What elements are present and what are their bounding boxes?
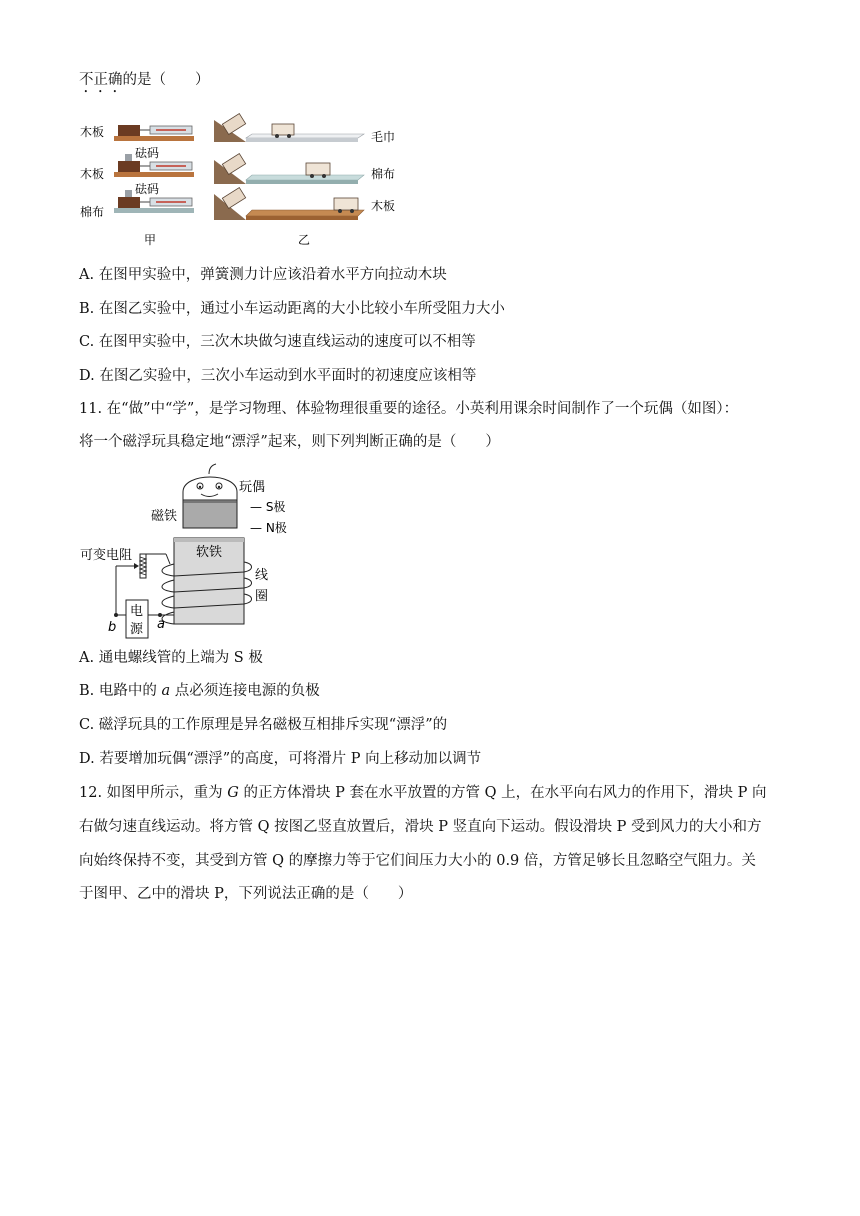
magnet bbox=[183, 500, 237, 528]
q10-stem-end: 的是（ ） bbox=[122, 72, 210, 88]
q12-line-2: 右做匀速直线运动。将方管 Q 按图乙竖直放置后，滑块 P 竖直向下运动。假设滑块 P 受到风力的大小和方 bbox=[79, 819, 762, 835]
q10-option-c: C. 在图甲实验中，三次木块做匀速直线运动的速度可以不相等 bbox=[79, 334, 476, 350]
q12-line-1-post: 的正方体滑块 P 套在水平放置的方管 Q 上，在水平向右风力的作用下，滑块 P 向 bbox=[238, 785, 767, 801]
q12-line-3: 向始终保持不变，其受到方管 Q 的摩擦力等于它们间压力大小的 0.9 倍，方管足够长且忽略空气阻力。关 bbox=[79, 853, 756, 869]
q10-option-a: A. 在图甲实验中，弹簧测力计应该沿着水平方向拉动木块 bbox=[79, 267, 447, 283]
yi-row-2-label: 棉布 bbox=[371, 167, 396, 181]
jia-row-1 bbox=[80, 124, 194, 141]
toy-doll bbox=[183, 464, 237, 500]
n-pole-label: — N极 bbox=[250, 521, 287, 535]
q12-line-1 bbox=[79, 783, 767, 803]
caption-yi: 乙 bbox=[298, 233, 311, 247]
q11-option-b-post: 点必须连接电源的负极 bbox=[170, 683, 320, 699]
q12-line-1-pre: 12. 如图甲所示，重为 bbox=[79, 785, 228, 801]
q11-option-b bbox=[79, 681, 320, 701]
toy-label: 玩偶 bbox=[239, 480, 266, 495]
q11-stem-line-2: 将一个磁浮玩具稳定地“漂浮”起来，则下列判断正确的是（ ） bbox=[79, 434, 500, 450]
coil-label-1: 线 bbox=[255, 568, 269, 583]
point-b-label: b bbox=[108, 620, 117, 635]
soft-iron-label: 软铁 bbox=[196, 545, 223, 560]
yi-row-2 bbox=[214, 154, 395, 184]
caption-jia: 甲 bbox=[144, 233, 157, 247]
jia-row-2-weight-label: 砝码 bbox=[135, 146, 160, 160]
power-source-label-2: 源 bbox=[130, 622, 144, 637]
yi-row-3 bbox=[214, 188, 395, 220]
q10-option-d: D. 在图乙实验中，三次小车运动到水平面时的初速度应该相等 bbox=[79, 368, 477, 384]
yi-row-1 bbox=[214, 114, 395, 144]
q11-figure bbox=[78, 460, 318, 640]
q11-option-b-pre: B. 电路中的 bbox=[79, 683, 162, 699]
jia-row-3 bbox=[80, 181, 194, 219]
point-b bbox=[114, 613, 118, 617]
q12-line-4: 于图甲、乙中的滑块 P，下列说法正确的是（ ） bbox=[79, 886, 413, 902]
q10-figure bbox=[78, 112, 408, 250]
q11-stem-line-1: 11. 在“做”中“学”，是学习物理、体验物理很重要的途径。小英利用课余时间制作了一个玩偶（如图）： bbox=[79, 401, 739, 417]
jia-row-2 bbox=[80, 145, 194, 181]
power-source-label-1: 电 bbox=[130, 604, 144, 619]
jia-row-1-label: 木板 bbox=[80, 125, 105, 139]
magnet-label: 磁铁 bbox=[151, 509, 178, 524]
point-a-label: a bbox=[157, 617, 165, 632]
yi-row-1-label: 毛巾 bbox=[371, 130, 396, 144]
jia-row-2-label: 木板 bbox=[80, 167, 105, 181]
variable-resistor-label: 可变电阻 bbox=[80, 548, 133, 563]
q10-option-b: B. 在图乙实验中，通过小车运动距离的大小比较小车所受阻力大小 bbox=[79, 301, 505, 317]
emphasis-text: 不正确 bbox=[79, 72, 123, 88]
q11-option-c: C. 磁浮玩具的工作原理是异名磁极互相排斥实现“漂浮”的 bbox=[79, 717, 448, 733]
q11-option-a: A. 通电螺线管的上端为 S 极 bbox=[79, 650, 263, 666]
q10-stem-tail bbox=[79, 70, 210, 96]
coil-label-2: 圈 bbox=[255, 589, 269, 604]
jia-row-3-label: 棉布 bbox=[80, 205, 105, 219]
jia-row-3-weight-label: 砝码 bbox=[135, 182, 160, 196]
yi-row-3-label: 木板 bbox=[371, 199, 396, 213]
q11-option-d: D. 若要增加玩偶“漂浮”的高度，可将滑片 P 向上移动加以调节 bbox=[79, 751, 482, 767]
q12-line-1-var: G bbox=[227, 785, 239, 801]
s-pole-label: — S极 bbox=[250, 500, 286, 514]
q11-option-b-var: a bbox=[161, 683, 171, 699]
